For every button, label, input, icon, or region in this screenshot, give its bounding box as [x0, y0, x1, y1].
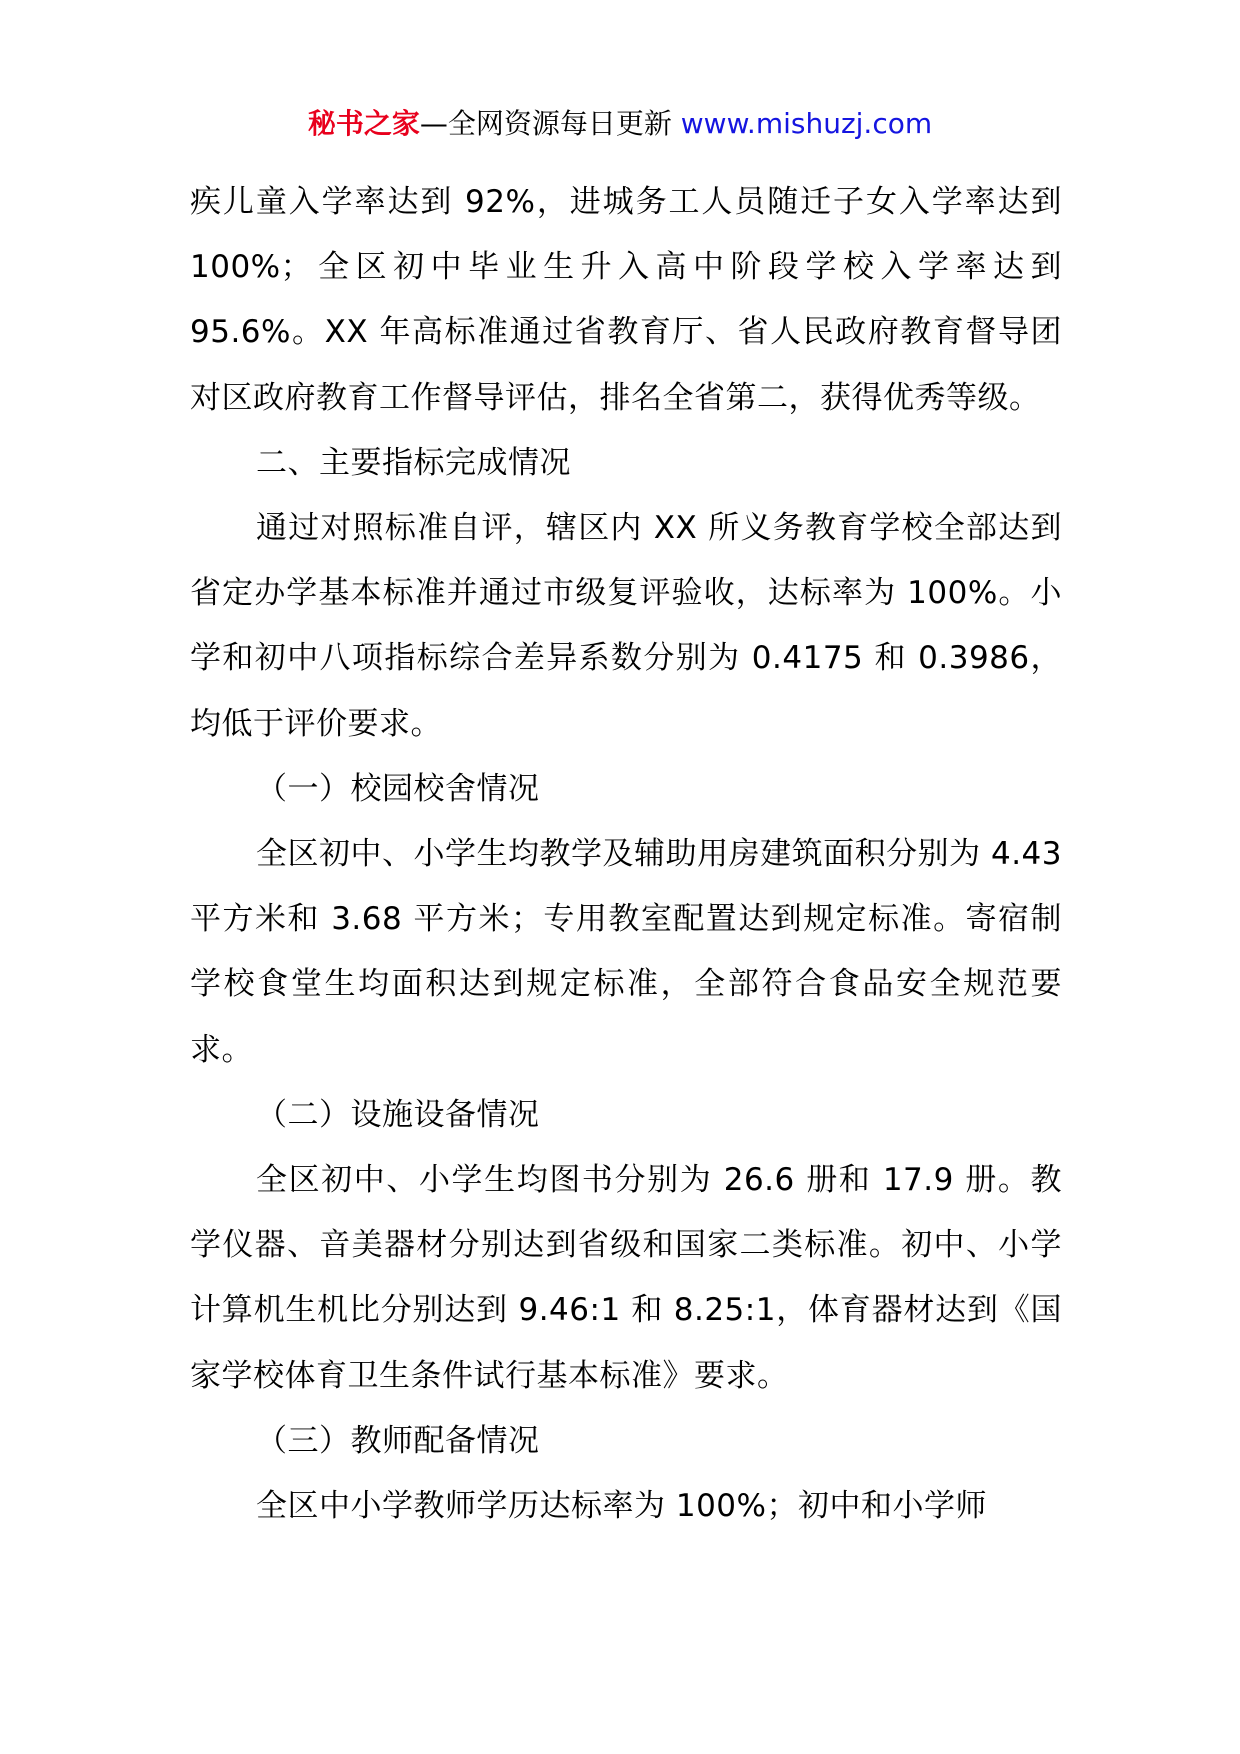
- paragraph-self-evaluation: 通过对照标准自评，辖区内 XX 所义务教育学校全部达到省定办学基本标准并通过市级复评验收，达标率为 100%。小学和初中八项指标综合差异系数分别为 0.4175 和 0.3986，均低于评价要求。: [190, 510, 1062, 742]
- section-heading-main-indicators: 二、主要指标完成情况: [256, 444, 571, 481]
- paragraph-teachers: 全区中小学教师学历达标率为 100%；初中和小学师: [256, 1488, 987, 1525]
- subsection-heading-teachers: （三）教师配备情况: [256, 1422, 540, 1459]
- subsection-heading-campus: （一）校园校舍情况: [256, 770, 540, 807]
- page-header: [0, 104, 1240, 144]
- paragraph-campus: 全区初中、小学生均教学及辅助用房建筑面积分别为 4.43 平方米和 3.68 平方米；专用教室配置达到规定标准。寄宿制学校食堂生均面积达到规定标准，全部符合食品安全规范要求。: [190, 836, 1062, 1068]
- document-body: [190, 170, 1062, 1539]
- website-link[interactable]: www.mishuzj.com: [680, 107, 933, 140]
- paragraph-facilities: 全区初中、小学生均图书分别为 26.6 册和 17.9 册。教学仪器、音美器材分别达到省级和国家二类标准。初中、小学计算机生机比分别达到 9.46:1 和 8.25:1，体育器材达到《国家学校体育卫生条件试行基本标准》要求。: [190, 1162, 1062, 1394]
- subsection-heading-facilities: （二）设施设备情况: [256, 1096, 540, 1133]
- paragraph-continuation: 疾儿童入学率达到 92%，进城务工人员随迁子女入学率达到 100%；全区初中毕业生升入高中阶段学校入学率达到 95.6%。XX 年高标准通过省教育厅、省人民政府教育督导团对区政府教育工作督导评估，排名全省第二，获得优秀等级。: [190, 184, 1062, 416]
- brand-name: 秘书之家: [307, 107, 420, 140]
- header-tagline: —全网资源每日更新: [419, 107, 681, 140]
